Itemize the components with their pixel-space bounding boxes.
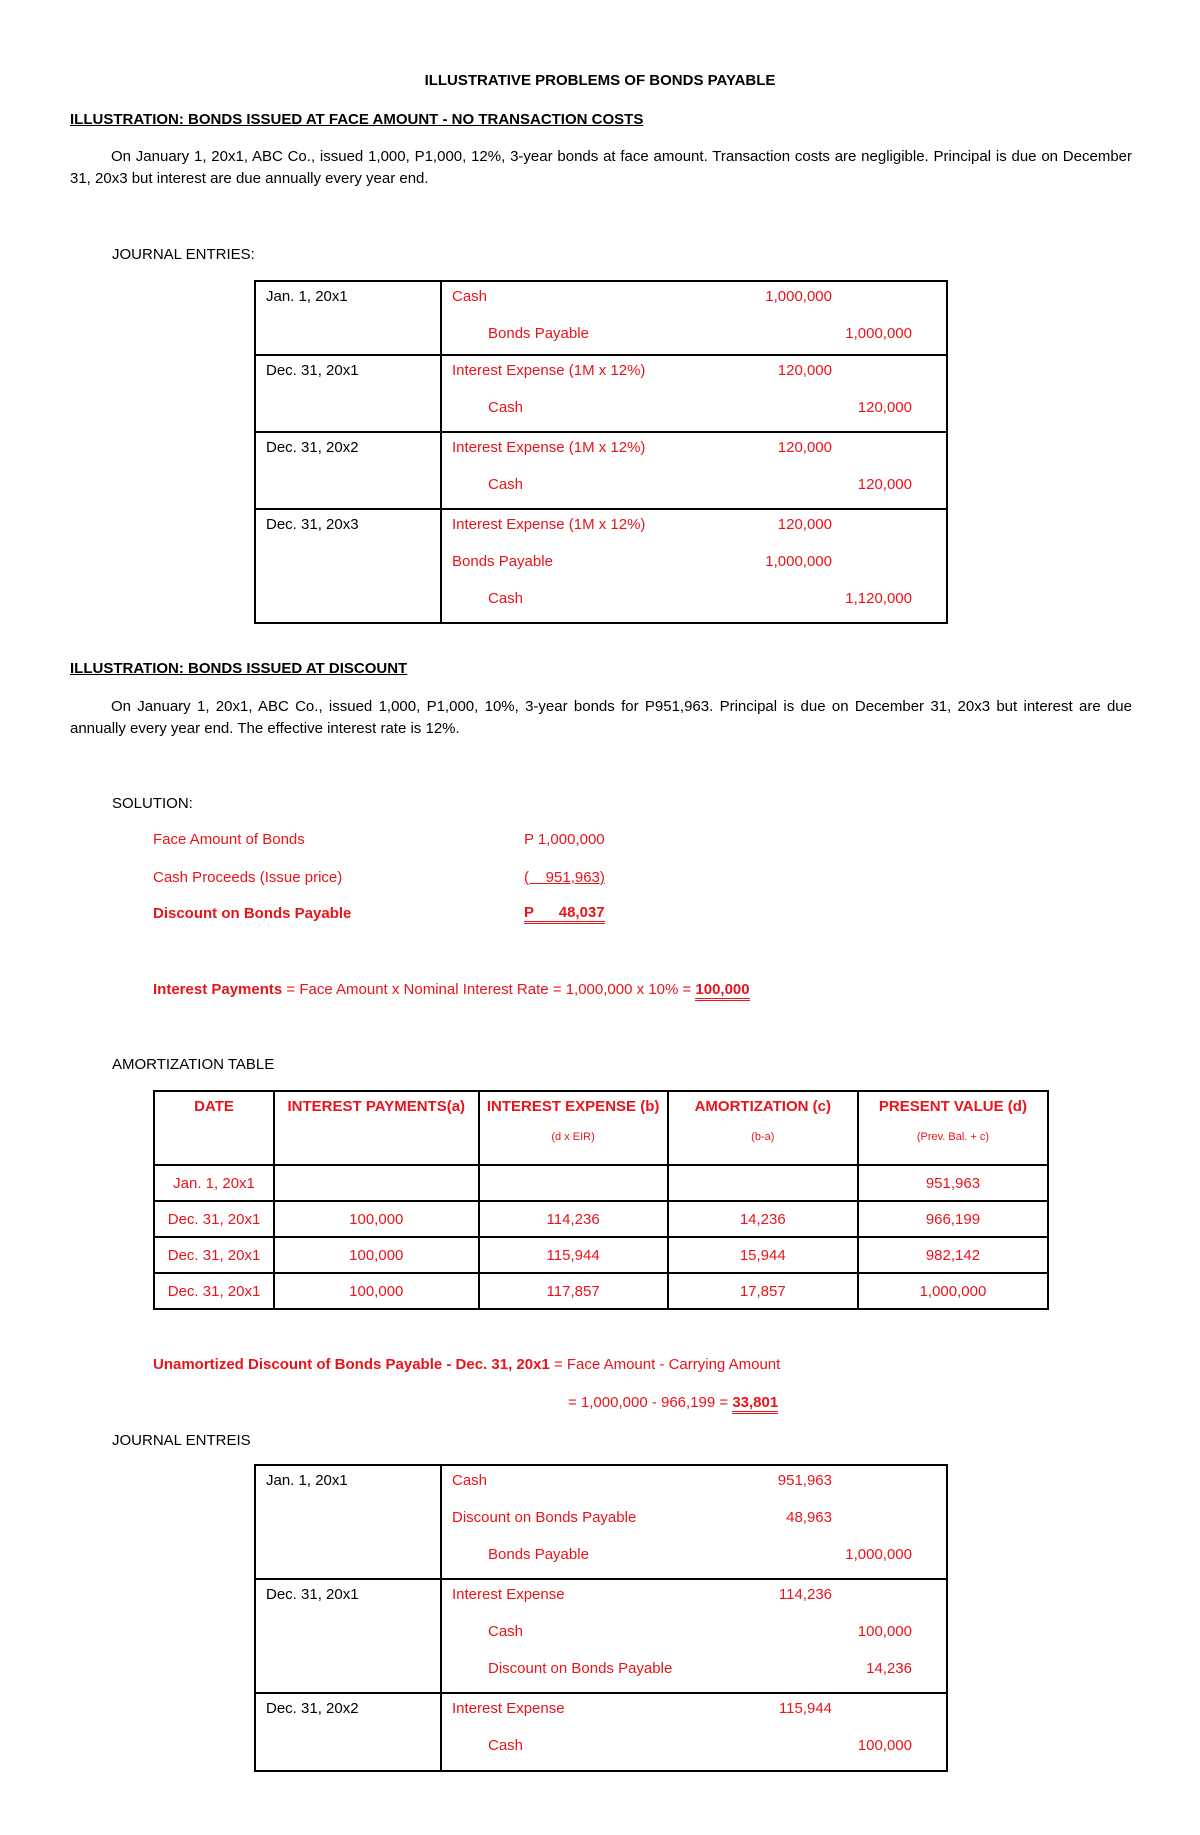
discount-label: Discount on Bonds Payable — [153, 905, 352, 922]
solution-label: SOLUTION: — [112, 795, 193, 812]
entry-credit: 100,000 — [857, 1623, 912, 1640]
entry-credit: 1,000,000 — [845, 325, 912, 342]
illustration-1-heading: ILLUSTRATION: BONDS ISSUED AT FACE AMOUNT - NO TRANSACTION COSTS — [70, 111, 644, 128]
amortization-cell: 1,000,000 — [858, 1273, 1048, 1309]
journal-entries-label-1: JOURNAL ENTRIES: — [112, 246, 255, 263]
entry-credit: 1,000,000 — [845, 1546, 912, 1563]
column-header-formula: (d x EIR) — [551, 1131, 595, 1143]
entry-debit: 1,000,000 — [765, 288, 832, 305]
entry-account: Cash — [488, 1737, 524, 1754]
entry-account: Interest Expense — [452, 1700, 565, 1717]
entry-credit: 100,000 — [857, 1737, 912, 1754]
entry-account: Cash — [452, 1472, 488, 1489]
entry-credit: 1,120,000 — [845, 590, 912, 607]
amortization-row — [154, 1165, 1048, 1201]
amortization-cell: 17,857 — [668, 1273, 858, 1309]
journal-entry-row — [255, 432, 947, 509]
entry-credit: 120,000 — [857, 399, 912, 416]
amortization-row — [154, 1237, 1048, 1273]
amortization-header-row — [154, 1091, 1048, 1165]
journal-entry-row — [255, 509, 947, 623]
interest-payment-label: Interest Payments — [153, 981, 283, 998]
entry-account: Interest Expense (1M x 12%) — [452, 516, 646, 533]
illustration-2-heading: ILLUSTRATION: BONDS ISSUED AT DISCOUNT — [70, 660, 408, 677]
column-header — [858, 1091, 1048, 1165]
entry-debit: 1,000,000 — [765, 553, 832, 570]
entry-date: Dec. 31, 20x2 — [255, 432, 441, 509]
entry-debit: 115,944 — [778, 1700, 832, 1717]
amortization-cell: Dec. 31, 20x1 — [154, 1237, 274, 1273]
column-header — [274, 1091, 478, 1165]
amortization-table — [153, 1090, 1049, 1310]
interest-payment-formula: = Face Amount x Nominal Interest Rate = 1,000,000 x 10% = — [282, 981, 696, 998]
amortization-cell: 100,000 — [274, 1201, 478, 1237]
interest-payment-result: 100,000 — [695, 981, 749, 1001]
entry-credit: 120,000 — [857, 476, 912, 493]
journal-entry-row — [255, 1465, 947, 1579]
entry-accounts — [441, 509, 947, 623]
unamortized-calc: = 1,000,000 - 966,199 = — [568, 1394, 733, 1411]
entry-accounts — [441, 1579, 947, 1693]
amortization-row — [154, 1201, 1048, 1237]
journal-entry-row — [255, 281, 947, 355]
amortization-row — [154, 1273, 1048, 1309]
amortization-cell — [479, 1165, 668, 1201]
amortization-cell: 966,199 — [858, 1201, 1048, 1237]
entry-date: Dec. 31, 20x1 — [255, 355, 441, 432]
amortization-cell: 951,963 — [858, 1165, 1048, 1201]
entry-account: Discount on Bonds Payable — [452, 1509, 637, 1526]
amortization-cell: 15,944 — [668, 1237, 858, 1273]
entry-credit: 14,236 — [866, 1660, 912, 1677]
entry-accounts — [441, 1693, 947, 1771]
amortization-cell: 982,142 — [858, 1237, 1048, 1273]
entry-account: Cash — [488, 1623, 524, 1640]
cash-proceeds-value: ( 951,963) — [524, 869, 605, 886]
entry-account: Bonds Payable — [488, 325, 589, 342]
entry-account: Bonds Payable — [488, 1546, 589, 1563]
column-header-formula: (b-a) — [751, 1131, 775, 1143]
face-amount-label: Face Amount of Bonds — [153, 831, 305, 848]
amortization-cell: Dec. 31, 20x1 — [154, 1273, 274, 1309]
amortization-cell: Dec. 31, 20x1 — [154, 1201, 274, 1237]
column-header-title: DATE — [194, 1098, 234, 1115]
amortization-cell: 100,000 — [274, 1273, 478, 1309]
column-header — [668, 1091, 858, 1165]
journal-entry-row — [255, 355, 947, 432]
amortization-cell: 117,857 — [479, 1273, 668, 1309]
amortization-cell: 115,944 — [479, 1237, 668, 1273]
face-amount-value: P 1,000,000 — [524, 831, 605, 848]
entry-debit: 114,236 — [778, 1586, 832, 1603]
amortization-table-label: AMORTIZATION TABLE — [112, 1056, 275, 1073]
entry-account: Cash — [488, 590, 524, 607]
journal-entries-table-2 — [254, 1464, 948, 1772]
entry-debit: 120,000 — [777, 439, 832, 456]
journal-entry-row — [255, 1579, 947, 1693]
entry-debit: 120,000 — [777, 362, 832, 379]
column-header-title: PRESENT VALUE (d) — [878, 1098, 1027, 1115]
unamortized-calc-line — [568, 1394, 778, 1411]
entry-date: Jan. 1, 20x1 — [255, 1465, 441, 1579]
amortization-cell: 14,236 — [668, 1201, 858, 1237]
entry-account: Interest Expense (1M x 12%) — [452, 362, 646, 379]
unamortized-label: Unamortized Discount of Bonds Payable - Dec. 31, 20x1 — [153, 1356, 550, 1373]
column-header-title: INTEREST PAYMENTS(a) — [287, 1098, 466, 1115]
discount-value: P 48,037 — [524, 905, 605, 924]
entry-account: Interest Expense — [452, 1586, 565, 1603]
column-header-formula: (Prev. Bal. + c) — [916, 1131, 990, 1143]
unamortized-formula: = Face Amount - Carrying Amount — [549, 1356, 781, 1373]
entry-date: Dec. 31, 20x2 — [255, 1693, 441, 1771]
column-header-title: AMORTIZATION (c) — [694, 1098, 831, 1115]
entry-account: Cash — [488, 399, 524, 416]
entry-debit: 48,963 — [786, 1509, 832, 1526]
entry-debit: 951,963 — [777, 1472, 832, 1489]
entry-debit: 120,000 — [777, 516, 832, 533]
illustration-1-text: On January 1, 20x1, ABC Co., issued 1,000, P1,000, 12%, 3-year bonds at face amount. Transaction costs are negligible. Principal is due on December 31, 20x3 but interest are due annually every year end. — [70, 148, 1132, 187]
entry-accounts — [441, 1465, 947, 1579]
journal-entries-table-1 — [254, 280, 948, 624]
entry-account: Cash — [488, 476, 524, 493]
amortization-cell — [668, 1165, 858, 1201]
column-header — [154, 1091, 274, 1165]
entry-accounts — [441, 432, 947, 509]
journal-entries-label-2: JOURNAL ENTREIS — [112, 1432, 251, 1449]
page-title: ILLUSTRATIVE PROBLEMS OF BONDS PAYABLE — [424, 72, 776, 89]
column-header-title: INTEREST EXPENSE (b) — [486, 1098, 660, 1115]
amortization-cell — [274, 1165, 478, 1201]
amortization-cell: Jan. 1, 20x1 — [154, 1165, 274, 1201]
entry-accounts — [441, 355, 947, 432]
unamortized-line — [153, 1356, 780, 1373]
journal-entry-row — [255, 1693, 947, 1771]
entry-account: Discount on Bonds Payable — [488, 1660, 673, 1677]
entry-account: Interest Expense (1M x 12%) — [452, 439, 646, 456]
interest-payment-line — [153, 981, 750, 998]
amortization-cell: 100,000 — [274, 1237, 478, 1273]
unamortized-result: 33,801 — [732, 1394, 778, 1414]
entry-date: Dec. 31, 20x3 — [255, 509, 441, 623]
entry-account: Cash — [452, 288, 488, 305]
entry-date: Jan. 1, 20x1 — [255, 281, 441, 355]
cash-proceeds-label: Cash Proceeds (Issue price) — [153, 869, 343, 886]
amortization-cell: 114,236 — [479, 1201, 668, 1237]
entry-account: Bonds Payable — [452, 553, 553, 570]
illustration-2-text: On January 1, 20x1, ABC Co., issued 1,000, P1,000, 10%, 3-year bonds for P951,963. Principal is due on December 31, 20x3 but interest are due annually every year end. The effective interest rate is 12%. — [70, 698, 1132, 737]
column-header — [479, 1091, 668, 1165]
entry-date: Dec. 31, 20x1 — [255, 1579, 441, 1693]
entry-accounts — [441, 281, 947, 355]
